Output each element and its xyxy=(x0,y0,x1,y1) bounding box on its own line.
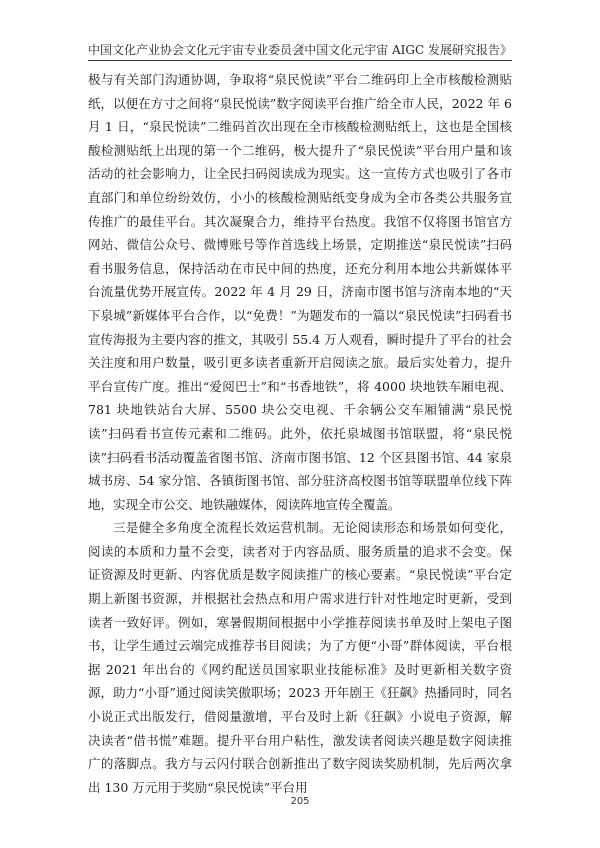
page-number: 205 xyxy=(290,796,310,807)
page-header xyxy=(88,40,512,61)
paragraph-continuation: 极与有关部门沟通协调，争取将“泉民悦读”平台二维码印上全市核酸检测贴纸，以便在方寸之间将“泉民悦读”数字阅读平台推广给全市人民，2022 年 6 月 1 日，“泉民悦读”二维码首次出现在全市核酸检测贴纸上，这也是全国核酸检测贴纸上出现的第一个二维码，极大提升了“泉民悦读”平台用户量和该活动的社会影响力，让全民扫码阅读成为现实。这一宣传方式也吸引了各市直部门和单位纷纷效仿，小小的核酸检测贴纸变身成为全市各类公共服务宣传推广的最佳平台。其次凝聚合力，维持平台热度。我馆不仅将图书馆官方网站、微信公众号、微博账号等作首选线上场景，定期推送“泉民悦读”扫码看书服务信息，保持活动在市民中间的热度，还充分利用本地公共新媒体平台流量优势开展宣传。2022 年 4 月 29 日，济南市图书馆与济南本地的“天下泉城”新媒体平台合作，以“免费！”为题发布的一篇以“泉民悦读”扫码看书宣传海报为主要内容的推文，其吸引 55.4 万人观看，瞬时提升了平台的社会关注度和用户数量，吸引更多读者重新开启阅读之旅。最后实处着力，提升平台宣传广度。推出“爱阅巴士”和“书香地铁”，将 4000 块地铁车厢电视、781 块地铁站台大屏、5500 块公交电视、千余辆公交车厢铺满“泉民悦读”扫码看书宣传元素和二维码。此外，依托泉城图书馆联盟，将“泉民悦读”扫码看书活动覆盖省图书馆、济南市图书馆、12 个区县图书馆、44 家泉城书房、54 家分馆、各镇街图书馆、部分驻济高校图书馆等联盟单位线下阵地，实现全市公交、地铁融媒体，阅读阵地宣传全覆盖。 xyxy=(88,72,512,512)
document-body xyxy=(88,68,512,799)
header-report-title: 《中国文化元宇宙 AIGC 发展研究报告》 xyxy=(292,43,512,57)
paragraph-operation-mechanism: 三是健全多角度全流程长效运营机制。无论阅读形态和场景如何变化，阅读的本质和力量不会变，读者对于内容品质、服务质量的追求不会变。保证资源及时更新、内容优质是数字阅读推广的核心要素。“泉民悦读”平台定期上新图书资源，并根据社会热点和用户需求进行针对性地定时更新，受到读者一致好评。例如，寒暑假期间根据中小学推荐阅读书单及时上架电子图书，让学生通过云端完成推荐书目阅读；为了方便“小哥”群体阅读，平台根据 2021 年出台的《网约配送员国家职业技能标准》及时更新相关数字资源，助力“小哥”通过阅读笑傲职场；2023 开年剧王《狂飙》热播同时，同名小说正式出版发行，借阅量激增，平台及时上新《狂飙》小说电子资源，解决读者“借书慌”难题。提升平台用户粘性，激发读者阅读兴趣是数字阅读推广的落脚点。我方与云闪付联合创新推出了数字阅读奖励机制，先后两次拿出 130 万元用于奖励“泉民悦读”平台用 xyxy=(88,520,512,795)
header-organization: 中国文化产业协会文化元宇宙专业委员会 xyxy=(88,43,305,57)
